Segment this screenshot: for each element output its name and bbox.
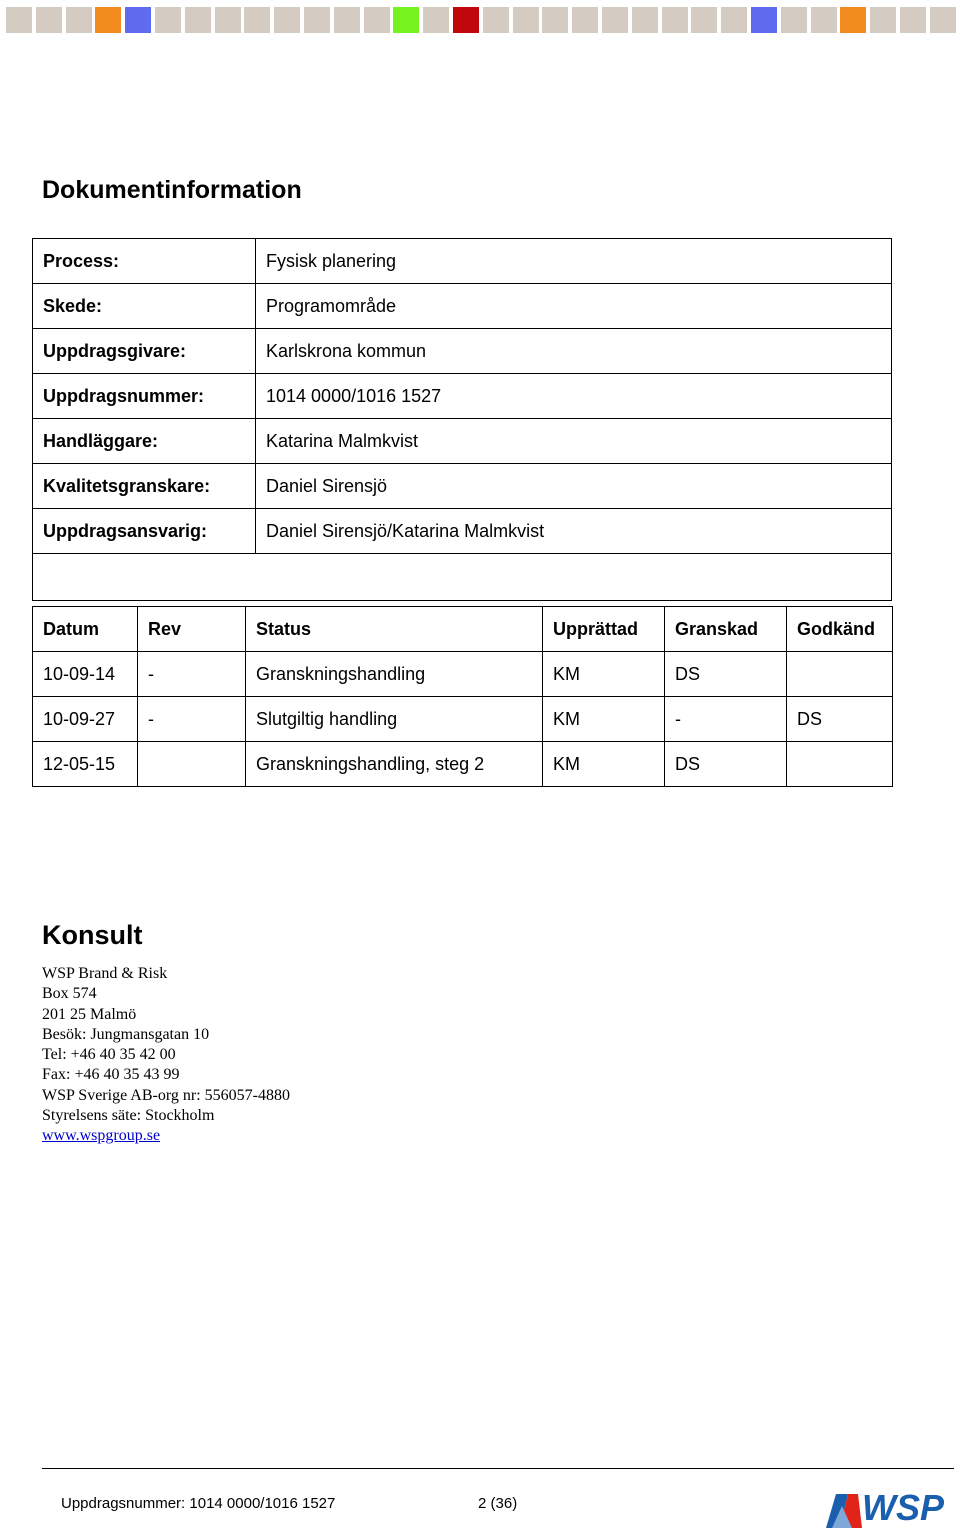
table-cell: Granskningshandling [246,652,543,697]
color-square [513,7,539,33]
document-info-table [32,238,892,601]
table-cell: DS [787,697,893,742]
table-row-empty [33,554,892,601]
color-square [66,7,92,33]
konsult-address [42,964,290,1147]
table-cell [787,652,893,697]
empty-cell [33,554,892,601]
color-strip [6,7,954,33]
table-cell: - [665,697,787,742]
column-header: Upprättad [543,607,665,652]
color-square [334,7,360,33]
address-line: Box 574 [42,985,97,1003]
table-cell: 12-05-15 [33,742,138,787]
table-row [33,464,892,509]
table-row [33,329,892,374]
color-square [870,7,896,33]
table-row [33,419,892,464]
color-square [721,7,747,33]
color-square [811,7,837,33]
table-cell [787,742,893,787]
color-square [840,7,866,33]
table-cell: DS [665,652,787,697]
table-row [33,374,892,419]
table-cell: KM [543,742,665,787]
table-row [33,652,893,697]
info-label: Process: [33,239,256,284]
konsult-heading: Konsult [42,920,143,950]
table-cell: - [138,652,246,697]
color-square [602,7,628,33]
table-row [33,509,892,554]
table-cell: 10-09-27 [33,697,138,742]
column-header: Datum [33,607,138,652]
color-square [781,7,807,33]
table-cell: Granskningshandling, steg 2 [246,742,543,787]
color-square [691,7,717,33]
color-square [125,7,151,33]
table-row [33,697,893,742]
footer-divider [42,1468,954,1469]
color-square [632,7,658,33]
address-line: WSP Sverige AB-org nr: 556057-4880 [42,1086,290,1104]
info-value: Programområde [256,284,892,329]
page-title: Dokumentinformation [42,176,302,204]
color-square [542,7,568,33]
color-square [930,7,956,33]
table-cell: KM [543,652,665,697]
address-line: Fax: +46 40 35 43 99 [42,1066,180,1084]
wsp-logo-icon [822,1484,956,1530]
color-square [36,7,62,33]
column-header: Godkänd [787,607,893,652]
info-label: Skede: [33,284,256,329]
color-square [900,7,926,33]
address-line: Styrelsens säte: Stockholm [42,1107,215,1125]
table-cell: DS [665,742,787,787]
color-square [274,7,300,33]
color-square [423,7,449,33]
color-square [95,7,121,33]
color-square [304,7,330,33]
info-label: Kvalitetsgranskare: [33,464,256,509]
info-value: Karlskrona kommun [256,329,892,374]
color-square [364,7,390,33]
revision-table [32,606,893,787]
address-line: Tel: +46 40 35 42 00 [42,1046,176,1064]
info-value: Daniel Sirensjö/Katarina Malmkvist [256,509,892,554]
column-header: Status [246,607,543,652]
color-square [483,7,509,33]
color-square [393,7,419,33]
table-row [33,284,892,329]
info-value: 1014 0000/1016 1527 [256,374,892,419]
address-line: 201 25 Malmö [42,1005,137,1023]
address-line: Besök: Jungmansgatan 10 [42,1025,210,1043]
info-label: Uppdragsnummer: [33,374,256,419]
table-cell [138,742,246,787]
website-link[interactable]: www.wspgroup.se [42,1127,161,1145]
info-value: Daniel Sirensjö [256,464,892,509]
column-header: Granskad [665,607,787,652]
color-square [751,7,777,33]
info-label: Uppdragsgivare: [33,329,256,374]
column-header: Rev [138,607,246,652]
color-square [185,7,211,33]
table-cell: KM [543,697,665,742]
color-square [453,7,479,33]
table-row [33,742,893,787]
info-label: Handläggare: [33,419,256,464]
color-square [572,7,598,33]
color-square [215,7,241,33]
logo-text: WSP [862,1487,945,1528]
color-square [155,7,181,33]
info-value: Fysisk planering [256,239,892,284]
color-square [244,7,270,33]
color-square [6,7,32,33]
table-header-row [33,607,893,652]
address-line: WSP Brand & Risk [42,965,168,982]
footer-reference: Uppdragsnummer: 1014 0000/1016 1527 [61,1495,336,1512]
table-cell: Slutgiltig handling [246,697,543,742]
page-number: 2 (36) [478,1495,518,1512]
table-cell: 10-09-14 [33,652,138,697]
color-square [662,7,688,33]
info-label: Uppdragsansvarig: [33,509,256,554]
table-cell: - [138,697,246,742]
info-value: Katarina Malmkvist [256,419,892,464]
table-row [33,239,892,284]
